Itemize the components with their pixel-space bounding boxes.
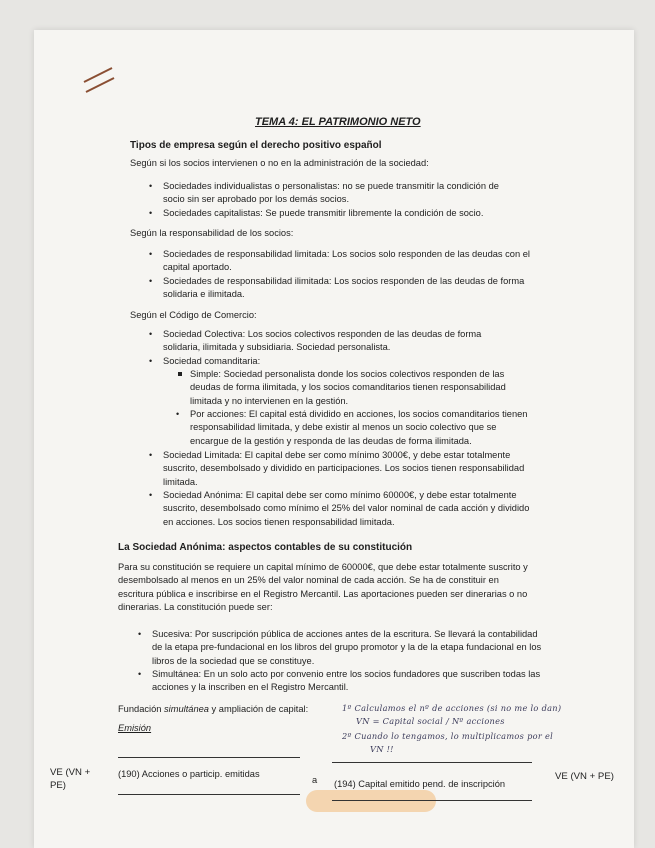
highlighter-mark (306, 790, 436, 812)
journal-top-line-right (332, 762, 532, 763)
journal-debit-account: (190) Acciones o particip. emitidas (118, 769, 260, 779)
list-item: • Sociedad Anónima: El capital debe ser como mínimo 60000€, y debe estar totalmente suscrito, desembolsado como mínimo el 25% del valor nominal de cada acción y dividido en acciones. Los socios tienen responsabilidad limitada. (149, 490, 530, 527)
section1-intro3: Según el Código de Comercio: (130, 310, 257, 320)
handwritten-note: 2º Cuando lo tengamos, lo multiplicamos por el (342, 731, 554, 741)
section1-intro: Según si los socios intervienen o no en la administración de la sociedad: (130, 158, 429, 168)
bullet-icon: • (138, 669, 142, 679)
list-item: • Sociedades capitalistas: Se puede transmitir libremente la condición de socio. (163, 207, 543, 220)
bullet-icon: • (149, 249, 153, 259)
list-item: • Simultánea: En un solo acto por convenio entre los socios fundadores que suscriben todas las acciones y la inscriben en el Registro Mercantil. (138, 669, 541, 693)
fundacion-label: Fundación simultánea y ampliación de capital: (118, 704, 309, 714)
list-item: • Por acciones: El capital está dividido en acciones, los socios comanditarios tienen responsabilidad limitada, y debe existir al menos un socio colectivo que se encargue de la gestión y responda de las deudas de forma ilimitada. (176, 409, 528, 446)
bullet-icon: • (149, 276, 153, 286)
list-item: • Sociedades de responsabilidad ilimitada: Los socios responden de las deudas de forma solidaria e ilimitada. (149, 276, 525, 300)
list-item: • Sociedad Limitada: El capital debe ser como mínimo 3000€, y debe estar totalmente suscrito, desembolsado y dividido en participaciones. Los socios tienen responsabilidad limitada. (149, 450, 525, 487)
square-bullet-icon (178, 372, 182, 376)
list-item: • Sociedad comanditaria: (163, 355, 498, 368)
emision-label: Emisión (118, 723, 152, 733)
pen-mark-icon (82, 62, 122, 98)
journal-top-line-left (118, 757, 300, 758)
bullet-icon: • (138, 629, 142, 639)
journal-credit-account: (194) Capital emitido pend. de inscripción (334, 779, 506, 789)
page-title: TEMA 4: EL PATRIMONIO NETO (255, 116, 421, 128)
section2-paragraph: Para su constitución se requiere un capital mínimo de 60000€, que debe estar totalmente suscrito y desembolsado al menos en un 25% del valor nominal de cada acción. Se ha de constituir en escritura pública e inscribirse en el Registro Mercantil. Las aportaciones pueden ser dinerarias o no dinerarias. La constitución puede ser: (118, 562, 528, 612)
journal-right-value: VE (VN + PE) (555, 771, 614, 782)
journal-connector: a (312, 775, 318, 785)
bullet-icon: • (149, 450, 153, 460)
list-item: • Sociedad Colectiva: Los socios colectivos responden de las deudas de forma solidaria, ilimitada y subsidiaria. Sociedad personalista. (149, 329, 482, 353)
section1-intro2: Según la responsabilidad de los socios: (130, 228, 294, 238)
section1-heading: Tipos de empresa según el derecho positivo español (130, 140, 382, 151)
journal-left-value: VE (VN + PE) (50, 767, 91, 791)
bullet-icon: • (149, 490, 153, 500)
bullet-icon: • (149, 356, 153, 366)
list-item: • Sociedades individualistas o personalistas: no se puede transmitir la condición de socio sin ser aprobado por los demás socios. (149, 181, 499, 205)
list-item: Simple: Sociedad personalista donde los socios colectivos responden de las deudas de forma ilimitada, y los socios comanditarios tienen responsabilidad limitada y no intervienen en la gestión. (190, 368, 535, 408)
section2-heading: La Sociedad Anónima: aspectos contables de su constitución (118, 542, 413, 553)
journal-bottom-line-right (332, 800, 532, 801)
bullet-icon: • (176, 409, 180, 419)
bullet-icon: • (149, 208, 153, 218)
journal-bottom-line-left (118, 794, 300, 795)
bullet-icon: • (149, 181, 153, 191)
list-item: • Sociedades de responsabilidad limitada: Los socios solo responden de las deudas con el capital aportado. (149, 249, 530, 273)
list-item: • Sucesiva: Por suscripción pública de acciones antes de la escritura. Se llevará la contabilidad de la etapa pre-fundacional en los libros del grupo promotor y la de la etapa fundacional en los libros de la sociedad que se constituye. (138, 629, 542, 666)
handwritten-note: VN !! (370, 744, 394, 754)
bullet-icon: • (149, 329, 153, 339)
handwritten-note: 1º Calculamos el nº de acciones (si no me lo dan) (342, 703, 562, 713)
handwritten-note: VN = Capital social / Nº acciones (356, 716, 505, 726)
